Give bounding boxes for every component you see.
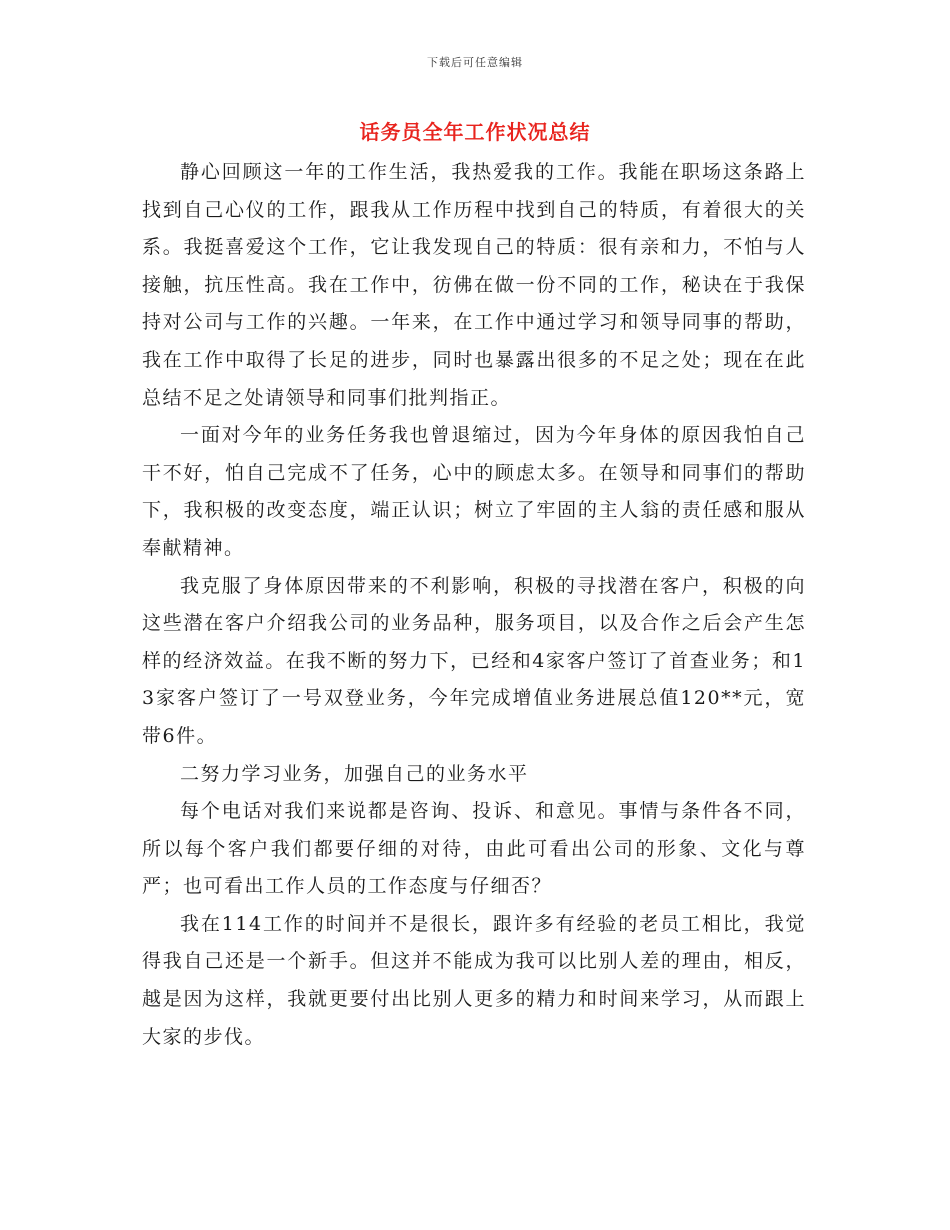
document-title: 话务员全年工作状况总结 — [359, 120, 591, 144]
paragraph-attitude: 一面对今年的业务任务我也曾退缩过，因为今年身体的原因我怕自己干不好，怕自己完成不了任务，心中的顾虑太多。在领导和同事们的帮助下，我积极的改变态度，端正认识；树立了牢固的主人翁的责任感和服从奉献精神。 — [142, 424, 806, 559]
paragraph-customers: 每个电话对我们来说都是咨询、投诉、和意见。事情与条件各不同，所以每个客户我们都要仔细的对待，由此可看出公司的形象、文化与尊严；也可看出工作人员的工作态度与仔细否？ — [142, 800, 806, 898]
paragraph-review: 静心回顾这一年的工作生活，我热爱我的工作。我能在职场这条路上找到自己心仪的工作，跟我从工作历程中找到自己的特质，有着很大的关系。我挺喜爱这个工作，它让我发现自己的特质：很有亲和力，不怕与人接触，抗压性高。我在工作中，彷佛在做一份不同的工作，秘诀在于我保持对公司与工作的兴趣。一年来，在工作中通过学习和领导同事的帮助，我在工作中取得了长足的进步，同时也暴露出很多的不足之处；现在在此总结不足之处请领导和同事们批判指正。 — [142, 161, 806, 409]
paragraph-learning: 我在114工作的时间并不是很长，跟许多有经验的老员工相比，我觉得我自己还是一个新手。但这并不能成为我可以比别人差的理由，相反，越是因为这样，我就更要付出比别人更多的精力和时间来学习，从而跟上大家的步伐。 — [142, 912, 806, 1048]
header-note: 下载后可任意编辑 — [427, 56, 523, 69]
paragraph-achievements: 我克服了身体原因带来的不利影响，积极的寻找潜在客户，积极的向这些潜在客户介绍我公司的业务品种，服务项目，以及合作之后会产生怎样的经济效益。在我不断的努力下，已经和4家客户签订了首查业务；和13家客户签订了一号双登业务，今年完成增值业务进展总值120**元，宽带6件。 — [142, 574, 806, 747]
section-heading-study: 二努力学习业务，加强自己的业务水平 — [180, 762, 529, 785]
document-body — [142, 154, 806, 1056]
